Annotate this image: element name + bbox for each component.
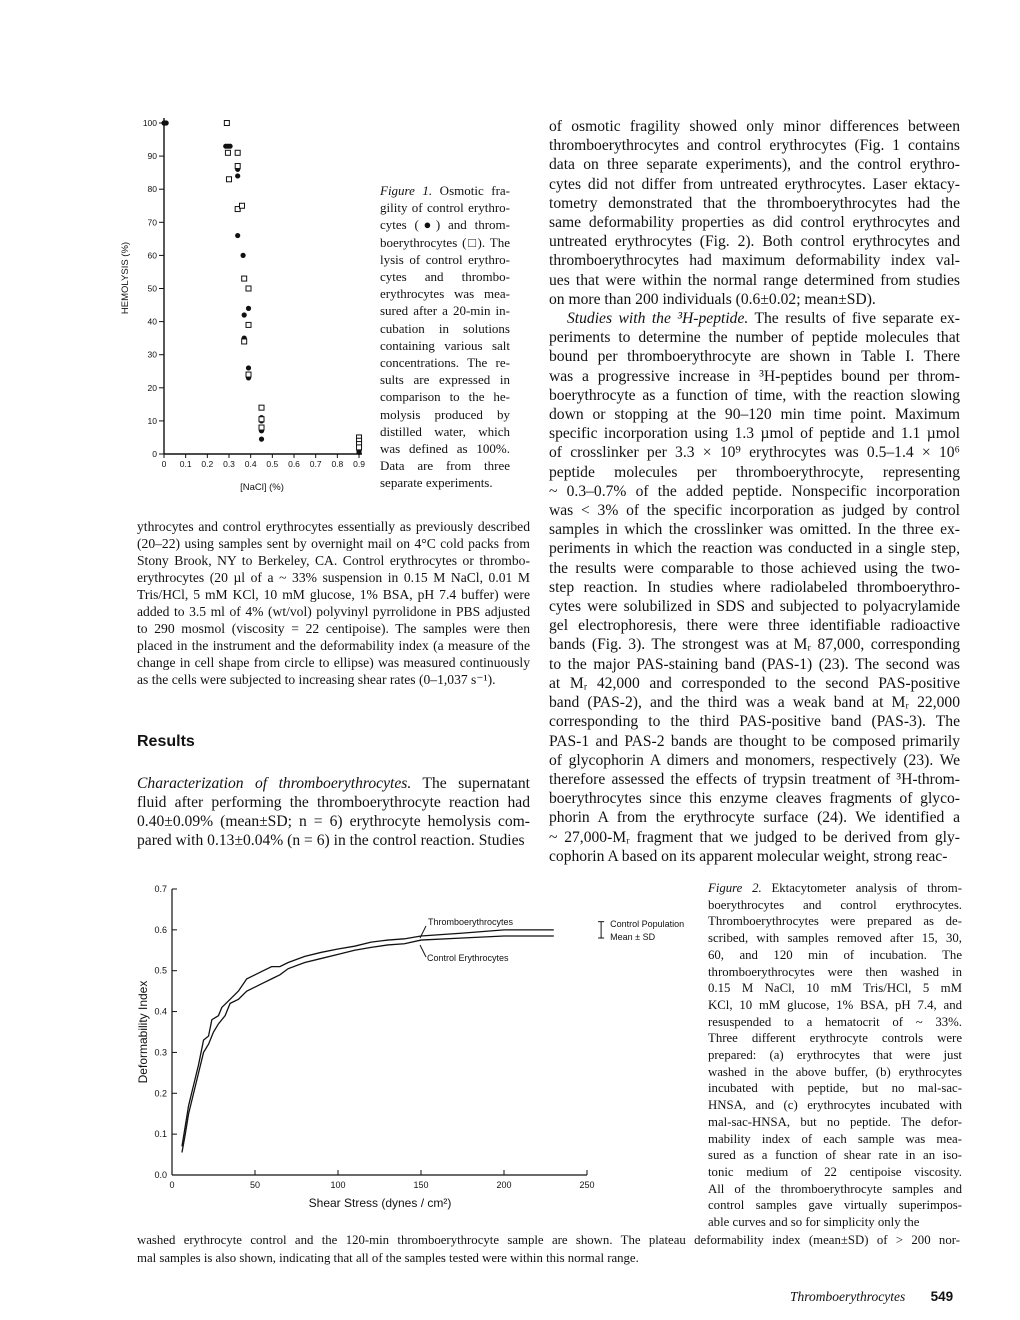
y-tick-label: 0.7 [154,883,167,894]
text-line: change in cell shape from circle to ellipse) was measured continuously [137,655,530,670]
text-line: sults are expressed in [380,372,510,388]
thrombo-point [259,425,264,430]
y-tick-label: 0 [152,449,157,459]
control-point [246,365,251,370]
text-line: containing various salt [380,337,510,353]
text-line: mal-sac-HNSA, but no peptide. The defor- [708,1114,962,1129]
figure-1-caption [380,182,510,492]
text-line: was < 3% of the specific incorporation as judged by control [549,502,960,520]
x-tick-label: 250 [579,1180,595,1190]
y-tick-label: 80 [147,184,157,195]
thrombo-point [246,286,251,291]
text-line: Tris/HCl, 5 mM KCl, 10 mM glucose, 1% BSA, pH 7.4 buffer) were [137,587,530,602]
text-line: cubation in solutions [380,320,510,336]
text-line: specific incorporation using 1.3 µmol of peptide and 1.1 µmol [549,425,960,443]
text-line: pared with 0.13±0.04% (n = 6) in the control reaction. Studies [137,832,525,849]
text-line: washed in the above buffer, (b) erythrocytes [708,1064,962,1079]
mean-sd-label: Mean ± SD [610,931,656,942]
control-leader-line [420,945,426,957]
text-line: All of the thromboerythrocyte samples and [708,1181,962,1196]
text-line: resuspended to a hematocrit of ~ 33%. [708,1014,962,1029]
text-line: PAS-1 and PAS-2 bands are thought to be composed primarily [549,732,960,750]
text-line [137,774,530,793]
methods-paragraph [137,518,530,688]
text-line: sured as a function of shear rate in an iso- [708,1148,962,1163]
thrombo-point [235,150,240,155]
control-point [235,173,240,178]
x-tick-label: 0.7 [309,459,322,469]
control-point [246,306,251,311]
control-point [356,450,361,455]
control-point [242,312,247,317]
text-line: comparison to the he- [380,389,510,405]
text-line: fluid after performing the thromboerythrocyte reaction had [137,794,530,811]
thrombo-point [235,164,240,169]
x-tick-label: 100 [330,1180,346,1190]
y-tick-label: 0.3 [154,1047,167,1058]
x-tick-label: 0.9 [353,459,365,469]
text-line: separate experiments. [380,475,493,491]
text-line [549,309,960,328]
text-line: 0.15 M NaCl, 10 mM Tris/HCl, 5 mM [708,981,962,996]
text-line: down or stopping at the 90–120 min time point. Maximum [549,406,960,424]
text-line: mal samples is also shown, indicating that all of the samples tested were within this normal range. [137,1250,639,1265]
text-line: tonic medium of 22 centipoise viscosity. [708,1164,962,1179]
lead-phrase: Figure 2. [708,881,762,895]
running-title: Thromboerythrocytes [790,1289,906,1304]
text-line: boerythrocyte as a function of time, with the reaction slowing [549,386,960,404]
x-tick-label: 0.2 [201,459,214,469]
thrombo-point [224,121,229,126]
thrombo-point [242,276,247,281]
thrombo-point [240,203,245,208]
y-tick-label: 0.2 [154,1088,167,1099]
text-line [708,880,962,897]
control-point [259,437,264,442]
thrombo-point [246,372,251,377]
text-line: at Mᵣ 42,000 and corresponded to the second PAS-positive [549,674,960,692]
text-line: untreated erythrocytes (Fig. 2). Both control erythrocytes and [549,233,960,251]
peptide-studies-paragraph [549,309,960,866]
text-line: therefore assessed the effects of trypsin treatment of ³H-throm- [549,770,960,788]
y-tick-label: 70 [147,217,157,228]
text-line: cytes were solubilized in SDS and subjected to polyacrylamide [549,598,960,616]
text-line: on more than 200 individuals (0.6±0.02; mean±SD). [549,290,876,308]
x-tick-label: 0.6 [288,459,300,469]
x-tick-label: 0 [161,459,167,469]
control-population-label: Control Population [610,918,685,929]
text-line: cytes did not differ from untreated erythrocytes. Laser ektacy- [549,175,960,193]
text-line: gel electrophoresis, there were three identifiable radioactive [549,617,960,635]
x-tick-label: 200 [496,1180,512,1190]
y-tick-label: 0.6 [154,924,167,935]
control-point [164,120,169,125]
control-point [240,253,245,258]
figure-2-caption-continuation [137,1232,960,1267]
text-line: boerythrocytes since this enzyme cleaves fragments of glyco- [549,790,960,808]
y-tick-label: 100 [142,118,157,128]
thrombo-point [357,445,362,450]
text-line: (20–22) using samples sent by overnight mail on 4°C cold packs from [137,536,530,551]
text-line: band (PAS-2), and the third was a weak band at Mᵣ 22,000 [549,694,960,712]
thrombo-point [246,322,251,327]
text-line: the results were comparable to those achieved using the two- [549,559,960,577]
lead-phrase: Studies with the ³H-peptide. [567,310,749,328]
text-line: phorin A from the erythrocyte surface (24). We identified a [549,809,960,827]
y-tick-label: 0.5 [154,965,167,976]
text-line: HNSA, and (c) erythrocytes incubated with [708,1098,962,1113]
page-footer [790,1289,953,1305]
text-line [380,182,510,199]
text-line: boerythrocytes (□). The [380,234,510,250]
y-axis-label: HEMOLYSIS (%) [120,241,131,315]
thrombo-point [259,417,264,422]
right-column-text [549,117,960,866]
text-line: distilled water, which [380,423,510,439]
text-line: ues that were within the normal range determined from studies [549,271,960,289]
x-tick-label: 0.8 [331,459,344,469]
text-line: sured after a 20-min in- [380,303,510,319]
y-tick-label: 40 [147,316,157,327]
text-line: Stony Brook, NY to Berkeley, CA. Control erythrocytes or thrombo- [137,553,530,568]
text-line: step reaction. In studies where radiolabeled thromboerythro- [549,578,960,596]
text-line: of osmotic fragility showed only minor differences between [549,118,960,135]
text-line: of glycophorin A dimers and monomers, respectively (23). We [549,751,960,769]
text-line: tometry demonstrated that the thromboerythrocytes had the [549,194,960,212]
y-tick-label: 20 [147,382,157,393]
text-line: ythrocytes and control erythrocytes essentially as previously described [137,519,530,534]
control-erythrocytes-line [182,936,554,1153]
text-line: erythrocytes was mea- [380,286,510,302]
x-axis-label: Shear Stress (dynes / cm²) [308,1196,452,1210]
line-text: The supernatant [411,775,530,792]
y-tick-label: 0.0 [154,1170,167,1180]
text-line: incubated with peptide, but no mal-sac- [708,1081,962,1096]
text-line: peptide molecules per thromboerythrocyte, representing [549,463,960,481]
text-line: to the major PAS-staining band (PAS-1) (23). The second was [549,655,960,673]
thrombo-point [225,150,230,155]
text-line: ~ 27,000-Mᵣ fragment that we judged to be derived from gly- [549,828,960,846]
text-line: as the cells were subjected to increasing shear rates (0–1,037 s⁻¹). [137,672,496,687]
y-tick-label: 0.1 [154,1129,167,1140]
text-line: KCl, 10 mM glucose, 1% BSA, pH 7.4, and [708,997,962,1012]
text-line: placed in the instrument and the deformability index (a measure of the [137,638,530,653]
lead-phrase: Characterization of thromboerythrocytes. [137,775,412,792]
text-line: molysis produced by [380,406,510,422]
line-text: Osmotic fra- [432,183,510,198]
text-line: bound per thromboerythrocyte are shown in Table I. There [549,348,960,366]
text-line: was defined as 100%. [380,441,510,457]
control-point [235,233,240,238]
text-line: thromboerythrocytes had maximum deformability index val- [549,252,960,270]
line-text: The results of five separate ex- [748,310,960,328]
text-line: Three different erythrocyte controls were [708,1031,962,1046]
text-line: prepared: (a) erythrocytes that were just [708,1048,962,1063]
text-line: boerythrocytes and control erythrocytes. [708,897,962,912]
x-tick-label: 50 [249,1180,261,1190]
y-tick-label: 0.4 [154,1006,167,1017]
text-line: thromboerythrocytes were then washed in [708,964,962,979]
osmotic-fragility-paragraph [549,117,960,309]
figure-2-caption [708,880,962,1231]
text-line: cytes (●) and throm- [380,217,510,233]
text-line: of crosslinker per 3.3 × 10⁹ erythrocytes was 0.5–1.4 × 10⁶ [549,444,960,462]
text-line: concentrations. The re- [380,355,510,371]
text-line: same deformability properties as did control erythrocytes and [549,214,960,232]
line-text: Ektacytometer analysis of throm- [761,881,962,895]
text-line: 0.40±0.09% (mean±SD; n = 6) erythrocyte hemolysis com- [137,813,530,830]
text-line: mability index of each sample was mea- [708,1131,962,1146]
text-line: periments in which the reaction was conducted in a single step, [549,540,960,558]
x-tick-label: 0.5 [266,459,279,469]
y-tick-label: 90 [147,151,157,162]
control-point [227,144,232,149]
text-line: was a progressive increase in ³H-peptides bound per throm- [549,367,960,385]
text-line: periments to determine the number of peptide molecules that [549,329,960,347]
text-line: washed erythrocyte control and the 120-min thromboerythrocyte sample are shown. The plateau deformability index (mean±SD) of > 200 nor- [137,1233,960,1247]
figure-2-chart [130,875,700,1220]
text-line: corresponding to the third PAS-positive band (PAS-3). The [549,713,960,731]
text-line: cophorin A based on its apparent molecular weight, strong reac- [549,847,948,865]
control-series-label: Control Erythrocytes [427,953,509,963]
text-line: added to 3.5 ml of 4% (wt/vol) polyvinyl pyrrolidone in PBS adjusted [137,604,530,619]
text-line: to 290 mosmol (viscosity = 22 centipoise). The samples were then [137,621,530,636]
characterization-paragraph [137,774,530,850]
x-tick-label: 0.1 [179,459,192,469]
x-tick-label: 150 [413,1180,429,1190]
text-line: able curves and so for simplicity only the [708,1215,920,1230]
x-axis-label: [NaCl] (%) [240,482,284,493]
text-line: lysis of control erythro- [380,251,510,267]
y-tick-label: 60 [147,250,157,261]
text-line: Data are from three [380,458,510,474]
x-tick-label: 0 [169,1180,175,1190]
text-line: samples in which the crosslinker was omitted. In the three ex- [549,521,960,539]
text-line: control samples gave virtually superimpos- [708,1198,962,1213]
text-line: gility of control erythro- [380,200,510,216]
thrombo-series-label: Thromboerythrocytes [428,917,514,927]
text-line: erythrocytes (20 µl of a ~ 33% suspension in 0.15 M NaCl, 0.01 M [137,570,530,585]
results-heading: Results [137,733,195,750]
page-number: 549 [930,1289,954,1304]
y-axis-label: Deformability Index [136,980,150,1084]
y-tick-label: 30 [147,349,157,360]
figure-1-chart [110,110,380,500]
thrombo-point [227,177,232,182]
lead-phrase: Figure 1. [380,183,433,198]
text-line: data on three separate experiments), and the control erythro- [549,156,960,174]
text-line: scribed, with samples removed after 15, 30, [708,931,962,946]
x-tick-label: 0.4 [244,459,257,469]
text-line: Thromboerythrocytes were prepared as de- [708,914,962,929]
text-line: cytes and thrombo- [380,269,510,285]
y-tick-label: 10 [147,415,157,426]
text-line: thromboerythrocytes and control erythrocytes (Fig. 1 contains [549,137,960,155]
text-line: bands (Fig. 3). The strongest was at Mᵣ 87,000, corresponding [549,636,960,654]
text-line: 60, and 120 min of incubation. The [708,947,962,962]
thrombo-point [259,405,264,410]
x-tick-label: 0.3 [223,459,235,469]
text-line: ~ 0.3–0.7% of the added peptide. Nonspecific incorporation [549,482,960,500]
y-tick-label: 50 [147,283,157,294]
thrombo-point [242,339,247,344]
